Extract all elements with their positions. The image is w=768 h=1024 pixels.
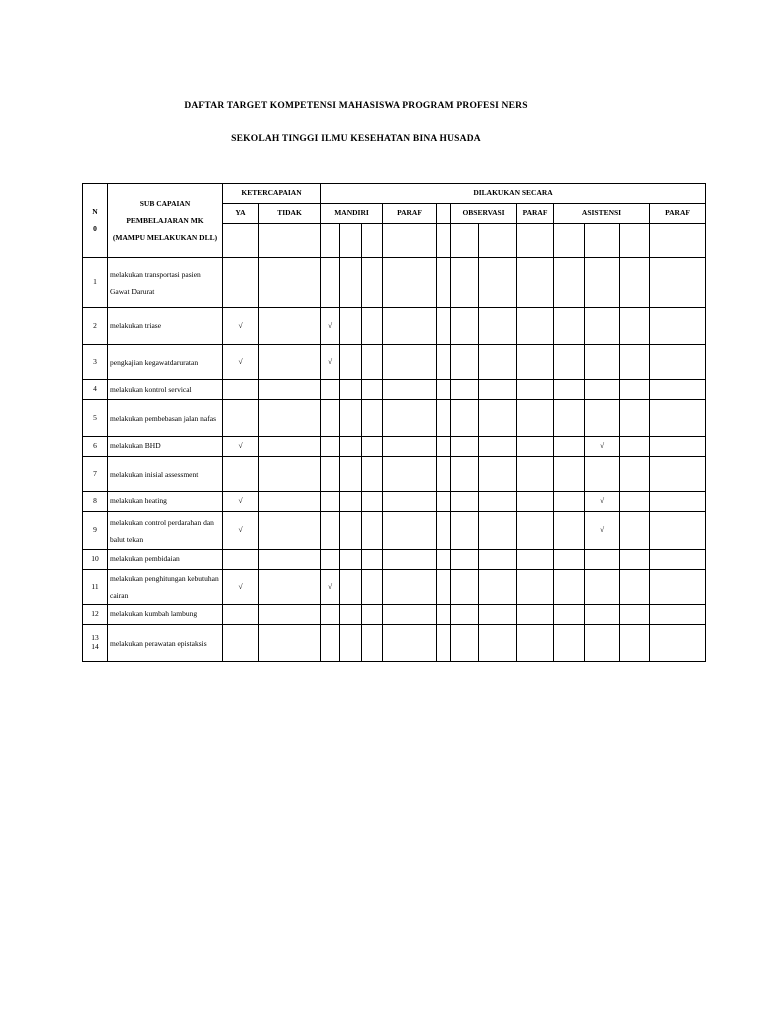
blank-cell	[479, 308, 517, 345]
row-competency-text: melakukan BHD	[108, 437, 223, 457]
row-competency-text: melakukan transportasi pasien Gawat Darurat	[108, 258, 223, 308]
tidak-cell	[259, 457, 321, 492]
table-row	[83, 345, 706, 380]
header-no	[83, 184, 108, 258]
blank-cell	[650, 625, 706, 662]
blank-cell	[554, 437, 585, 457]
blank-cell	[437, 400, 451, 437]
header-dilakukan-secara: DILAKUKAN SECARA	[321, 184, 706, 204]
blank-cell	[437, 570, 451, 605]
blank-cell	[437, 550, 451, 570]
ya-check-cell	[223, 380, 259, 400]
blank-cell	[223, 224, 259, 258]
blank-cell	[620, 400, 650, 437]
header-mandiri: MANDIRI	[321, 204, 383, 224]
blank-cell	[620, 258, 650, 308]
header-ya: YA	[223, 204, 259, 224]
row-competency-text: melakukan heating	[108, 492, 223, 512]
tidak-cell	[259, 512, 321, 550]
tidak-cell	[259, 625, 321, 662]
mandiri-check-cell: √	[321, 570, 340, 605]
mandiri-check-cell	[321, 380, 340, 400]
blank-cell	[479, 380, 517, 400]
blank-cell	[437, 605, 451, 625]
blank-cell	[650, 605, 706, 625]
blank-cell	[362, 550, 383, 570]
blank-cell	[437, 308, 451, 345]
blank-cell	[451, 512, 479, 550]
blank-cell	[650, 550, 706, 570]
blank-cell	[517, 400, 554, 437]
mandiri-check-cell: √	[321, 345, 340, 380]
ya-check-cell	[223, 625, 259, 662]
blank-cell	[650, 437, 706, 457]
blank-cell	[479, 345, 517, 380]
blank-cell	[650, 492, 706, 512]
blank-cell	[383, 457, 437, 492]
asistensi-check-cell	[585, 605, 620, 625]
blank-cell	[650, 380, 706, 400]
mandiri-check-cell	[321, 457, 340, 492]
blank-cell	[340, 570, 362, 605]
blank-cell	[517, 605, 554, 625]
blank-cell	[650, 400, 706, 437]
blank-cell	[479, 258, 517, 308]
tidak-cell	[259, 258, 321, 308]
ya-check-cell	[223, 400, 259, 437]
header-paraf-3: PARAF	[650, 204, 706, 224]
table-row	[83, 492, 706, 512]
blank-cell	[517, 570, 554, 605]
blank-cell	[620, 605, 650, 625]
blank-cell	[479, 605, 517, 625]
blank-cell	[451, 457, 479, 492]
ya-check-cell: √	[223, 570, 259, 605]
blank-cell	[620, 512, 650, 550]
blank-cell	[383, 570, 437, 605]
mandiri-check-cell	[321, 400, 340, 437]
blank-cell	[479, 512, 517, 550]
blank-cell	[437, 258, 451, 308]
blank-cell	[479, 224, 517, 258]
header-ketercapaian: KETERCAPAIAN	[223, 184, 321, 204]
blank-cell	[362, 258, 383, 308]
table-row	[83, 605, 706, 625]
blank-cell	[479, 457, 517, 492]
blank-cell	[451, 570, 479, 605]
blank-cell	[383, 380, 437, 400]
row-competency-text: pengkajian kegawatdaruratan	[108, 345, 223, 380]
row-number: 10	[83, 550, 108, 570]
blank-cell	[383, 224, 437, 258]
blank-cell	[362, 224, 383, 258]
row-number: 2	[83, 308, 108, 345]
blank-cell	[437, 492, 451, 512]
blank-cell	[437, 345, 451, 380]
row-number: 1	[83, 258, 108, 308]
header-paraf-2: PARAF	[517, 204, 554, 224]
tidak-cell	[259, 550, 321, 570]
row-number: 3	[83, 345, 108, 380]
header-observasi: OBSERVASI	[451, 204, 517, 224]
table-row	[83, 400, 706, 437]
ya-check-cell	[223, 457, 259, 492]
blank-cell	[340, 512, 362, 550]
header-asistensi: ASISTENSI	[554, 204, 650, 224]
row-competency-text: melakukan kumbah lambung	[108, 605, 223, 625]
blank-cell	[554, 492, 585, 512]
blank-cell	[620, 550, 650, 570]
blank-cell	[437, 512, 451, 550]
row-number: 6	[83, 437, 108, 457]
blank-cell	[362, 512, 383, 550]
blank-cell	[340, 492, 362, 512]
mandiri-check-cell	[321, 625, 340, 662]
blank-cell	[479, 437, 517, 457]
blank-cell	[451, 492, 479, 512]
blank-cell	[340, 550, 362, 570]
blank-cell	[383, 625, 437, 662]
row-competency-text: melakukan pembebasan jalan nafas	[108, 400, 223, 437]
blank-cell	[620, 437, 650, 457]
row-number: 8	[83, 492, 108, 512]
blank-cell	[585, 224, 620, 258]
document-title: DAFTAR TARGET KOMPETENSI MAHASISWA PROGRAM PROFESI NERS	[184, 101, 528, 111]
ya-check-cell: √	[223, 512, 259, 550]
blank-cell	[362, 380, 383, 400]
blank-cell	[362, 437, 383, 457]
asistensi-check-cell	[585, 457, 620, 492]
blank-cell	[321, 224, 340, 258]
table-row	[83, 457, 706, 492]
blank-cell	[437, 224, 451, 258]
table-body	[83, 258, 706, 662]
blank-cell	[554, 400, 585, 437]
header-spacer-1	[437, 204, 451, 224]
asistensi-check-cell	[585, 258, 620, 308]
blank-cell	[383, 512, 437, 550]
blank-cell	[362, 605, 383, 625]
blank-cell	[340, 345, 362, 380]
blank-cell	[517, 512, 554, 550]
row-number: 13 14	[83, 625, 108, 662]
blank-cell	[650, 258, 706, 308]
header-sub-capaian: SUB CAPAIAN PEMBELAJARAN MK (MAMPU MELAKUKAN DLL)	[108, 184, 223, 258]
blank-cell	[451, 345, 479, 380]
header-tidak: TIDAK	[259, 204, 321, 224]
blank-cell	[554, 308, 585, 345]
table-row	[83, 625, 706, 662]
asistensi-check-cell	[585, 308, 620, 345]
blank-cell	[554, 380, 585, 400]
table-row	[83, 308, 706, 345]
blank-cell	[340, 380, 362, 400]
blank-cell	[340, 457, 362, 492]
header-no-line1: N	[92, 206, 98, 216]
blank-cell	[451, 400, 479, 437]
tidak-cell	[259, 308, 321, 345]
blank-cell	[362, 400, 383, 437]
asistensi-check-cell	[585, 400, 620, 437]
mandiri-check-cell	[321, 492, 340, 512]
tidak-cell	[259, 605, 321, 625]
ya-check-cell	[223, 258, 259, 308]
blank-cell	[517, 492, 554, 512]
mandiri-check-cell	[321, 258, 340, 308]
blank-cell	[650, 224, 706, 258]
row-number: 12	[83, 605, 108, 625]
blank-cell	[554, 457, 585, 492]
asistensi-check-cell	[585, 345, 620, 380]
blank-cell	[451, 605, 479, 625]
row-competency-text: melakukan penghitungan kebutuhan cairan	[108, 570, 223, 605]
blank-cell	[620, 308, 650, 345]
table-row	[83, 512, 706, 550]
blank-cell	[517, 258, 554, 308]
blank-cell	[383, 492, 437, 512]
blank-cell	[479, 550, 517, 570]
blank-cell	[437, 380, 451, 400]
blank-cell	[362, 457, 383, 492]
blank-cell	[479, 625, 517, 662]
blank-cell	[340, 308, 362, 345]
blank-cell	[383, 345, 437, 380]
blank-cell	[362, 308, 383, 345]
tidak-cell	[259, 380, 321, 400]
tidak-cell	[259, 437, 321, 457]
row-number: 9	[83, 512, 108, 550]
blank-cell	[437, 625, 451, 662]
table-row	[83, 380, 706, 400]
blank-cell	[517, 457, 554, 492]
blank-cell	[650, 457, 706, 492]
blank-cell	[554, 570, 585, 605]
mandiri-check-cell	[321, 512, 340, 550]
blank-cell	[479, 400, 517, 437]
blank-cell	[517, 437, 554, 457]
blank-cell	[259, 224, 321, 258]
tidak-cell	[259, 570, 321, 605]
row-competency-text: melakukan inisial assessment	[108, 457, 223, 492]
asistensi-check-cell	[585, 570, 620, 605]
mandiri-check-cell: √	[321, 308, 340, 345]
asistensi-check-cell	[585, 380, 620, 400]
blank-cell	[362, 345, 383, 380]
ya-check-cell: √	[223, 492, 259, 512]
blank-cell	[620, 457, 650, 492]
row-competency-text: melakukan kontrol servical	[108, 380, 223, 400]
mandiri-check-cell	[321, 605, 340, 625]
blank-cell	[451, 258, 479, 308]
ya-check-cell	[223, 550, 259, 570]
blank-cell	[451, 380, 479, 400]
blank-cell	[479, 492, 517, 512]
blank-cell	[340, 605, 362, 625]
row-competency-text: melakukan perawatan epistaksis	[108, 625, 223, 662]
blank-cell	[451, 224, 479, 258]
row-competency-text: melakukan pembidaian	[108, 550, 223, 570]
competency-table	[82, 183, 706, 662]
ya-check-cell	[223, 605, 259, 625]
blank-cell	[340, 400, 362, 437]
blank-cell	[554, 345, 585, 380]
blank-cell	[451, 437, 479, 457]
row-number: 7	[83, 457, 108, 492]
blank-cell	[437, 457, 451, 492]
blank-cell	[340, 224, 362, 258]
blank-cell	[517, 345, 554, 380]
blank-cell	[517, 550, 554, 570]
table-row	[83, 550, 706, 570]
blank-cell	[517, 625, 554, 662]
blank-cell	[554, 625, 585, 662]
blank-cell	[554, 512, 585, 550]
table-row	[83, 570, 706, 605]
asistensi-check-cell	[585, 625, 620, 662]
blank-cell	[340, 258, 362, 308]
table-row	[83, 258, 706, 308]
asistensi-check-cell: √	[585, 437, 620, 457]
mandiri-check-cell	[321, 437, 340, 457]
ya-check-cell: √	[223, 437, 259, 457]
tidak-cell	[259, 492, 321, 512]
blank-cell	[620, 224, 650, 258]
blank-cell	[340, 625, 362, 662]
blank-cell	[362, 570, 383, 605]
header-paraf-1: PARAF	[383, 204, 437, 224]
row-number: 4	[83, 380, 108, 400]
blank-cell	[479, 570, 517, 605]
table-row	[83, 437, 706, 457]
blank-cell	[362, 492, 383, 512]
document-subtitle: SEKOLAH TINGGI ILMU KESEHATAN BINA HUSADA	[231, 134, 481, 144]
blank-cell	[451, 625, 479, 662]
blank-cell	[620, 625, 650, 662]
blank-cell	[362, 625, 383, 662]
row-competency-text: melakukan control perdarahan dan balut tekan	[108, 512, 223, 550]
blank-cell	[650, 345, 706, 380]
blank-cell	[620, 380, 650, 400]
blank-cell	[383, 308, 437, 345]
blank-cell	[620, 345, 650, 380]
ya-check-cell: √	[223, 345, 259, 380]
ya-check-cell: √	[223, 308, 259, 345]
blank-cell	[650, 308, 706, 345]
tidak-cell	[259, 400, 321, 437]
blank-cell	[517, 224, 554, 258]
header-no-line2: 0	[93, 223, 97, 233]
row-number: 5	[83, 400, 108, 437]
blank-cell	[554, 550, 585, 570]
mandiri-check-cell	[321, 550, 340, 570]
blank-cell	[554, 605, 585, 625]
blank-cell	[650, 570, 706, 605]
asistensi-check-cell	[585, 550, 620, 570]
blank-cell	[554, 258, 585, 308]
tidak-cell	[259, 345, 321, 380]
blank-cell	[383, 400, 437, 437]
blank-cell	[554, 224, 585, 258]
asistensi-check-cell: √	[585, 492, 620, 512]
row-competency-text: melakukan triase	[108, 308, 223, 345]
blank-cell	[340, 437, 362, 457]
asistensi-check-cell: √	[585, 512, 620, 550]
blank-cell	[437, 437, 451, 457]
blank-cell	[620, 492, 650, 512]
blank-cell	[517, 308, 554, 345]
blank-cell	[620, 570, 650, 605]
blank-cell	[451, 550, 479, 570]
blank-cell	[383, 550, 437, 570]
row-number: 11	[83, 570, 108, 605]
blank-cell	[383, 258, 437, 308]
blank-cell	[383, 605, 437, 625]
blank-cell	[517, 380, 554, 400]
blank-cell	[451, 308, 479, 345]
blank-cell	[650, 512, 706, 550]
blank-cell	[383, 437, 437, 457]
